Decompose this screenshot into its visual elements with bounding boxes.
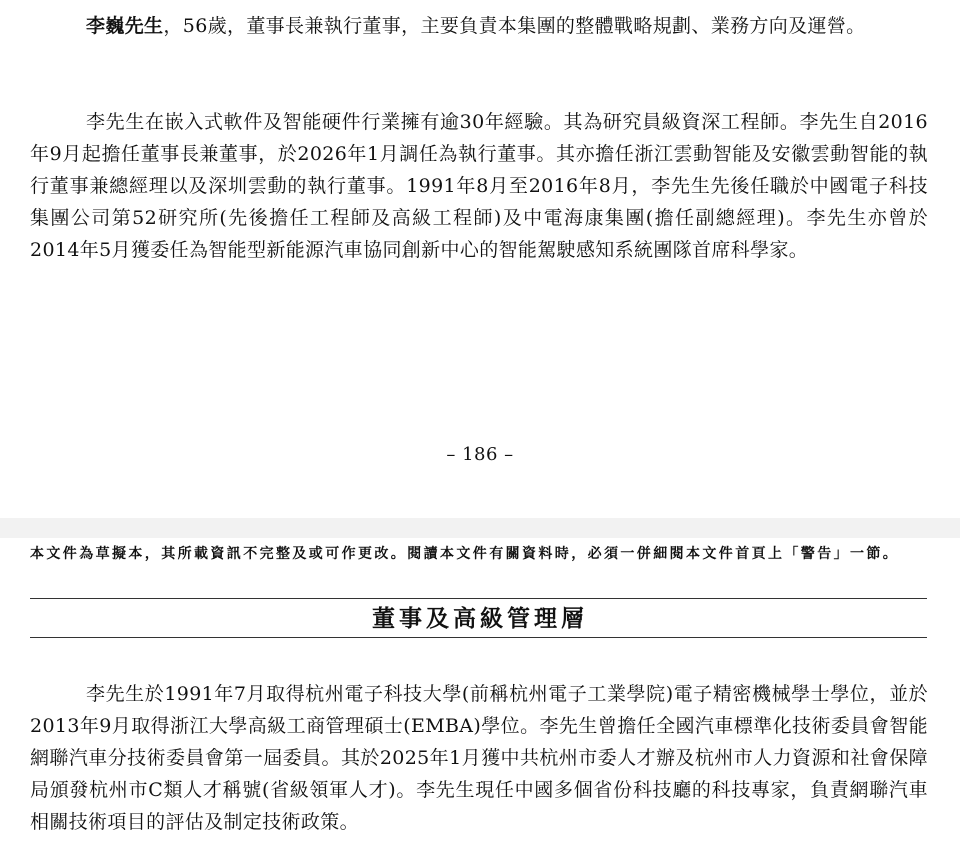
section-title: 董事及高級管理層 bbox=[372, 605, 588, 632]
director-intro-paragraph bbox=[30, 10, 928, 42]
director-education-paragraph: 李先生於1991年7月取得杭州電子科技大學(前稱杭州電子工業學院)電子精密機械學士學位，並於2013年9月取得浙江大學高級工商管理碩士(EMBA)學位。李先生曾擔任全國汽車標準化技術委員會智能網聯汽車分技術委員會第一屆委員。其於2025年1月獲中共杭州市委人才辦及杭州市人力資源和社會保障局頒發杭州市C類人才稱號(省級領軍人才)。李先生現任中國多個省份科技廳的科技專家，負責網聯汽車相關技術項目的評估及制定技術政策。 bbox=[30, 683, 928, 833]
title-rule-top bbox=[30, 598, 927, 599]
draft-notice: 本文件為草擬本，其所載資訊不完整及或可作更改。閱讀本文件有關資料時，必須一併細閱本文件首頁上「警告」一節。 bbox=[30, 546, 900, 562]
page-separator bbox=[0, 518, 960, 538]
director-experience-paragraph: 李先生在嵌入式軟件及智能硬件行業擁有逾30年經驗。其為研究員級資深工程師。李先生自2016年9月起擔任董事長兼董事，於2026年1月調任為執行董事。其亦擔任浙江雲動智能及安徽雲動智能的執行董事兼總經理以及深圳雲動的執行董事。1991年8月至2016年8月，李先生先後任職於中國電子科技集團公司第52研究所(先後擔任工程師及高級工程師)及中電海康集團(擔任副總經理)。李先生亦曾於2014年5月獲委任為智能型新能源汽車協同創新中心的智能駕駛感知系統團隊首席科學家。 bbox=[30, 111, 928, 261]
director-name: 李巍先生 bbox=[86, 15, 164, 37]
title-rule-bottom bbox=[30, 637, 927, 638]
lower-page bbox=[0, 538, 960, 851]
page-number: – 186 – bbox=[446, 444, 514, 465]
director-intro-text: ，56歲，董事長兼執行董事，主要負責本集團的整體戰略規劃、業務方向及運營。 bbox=[163, 15, 866, 37]
